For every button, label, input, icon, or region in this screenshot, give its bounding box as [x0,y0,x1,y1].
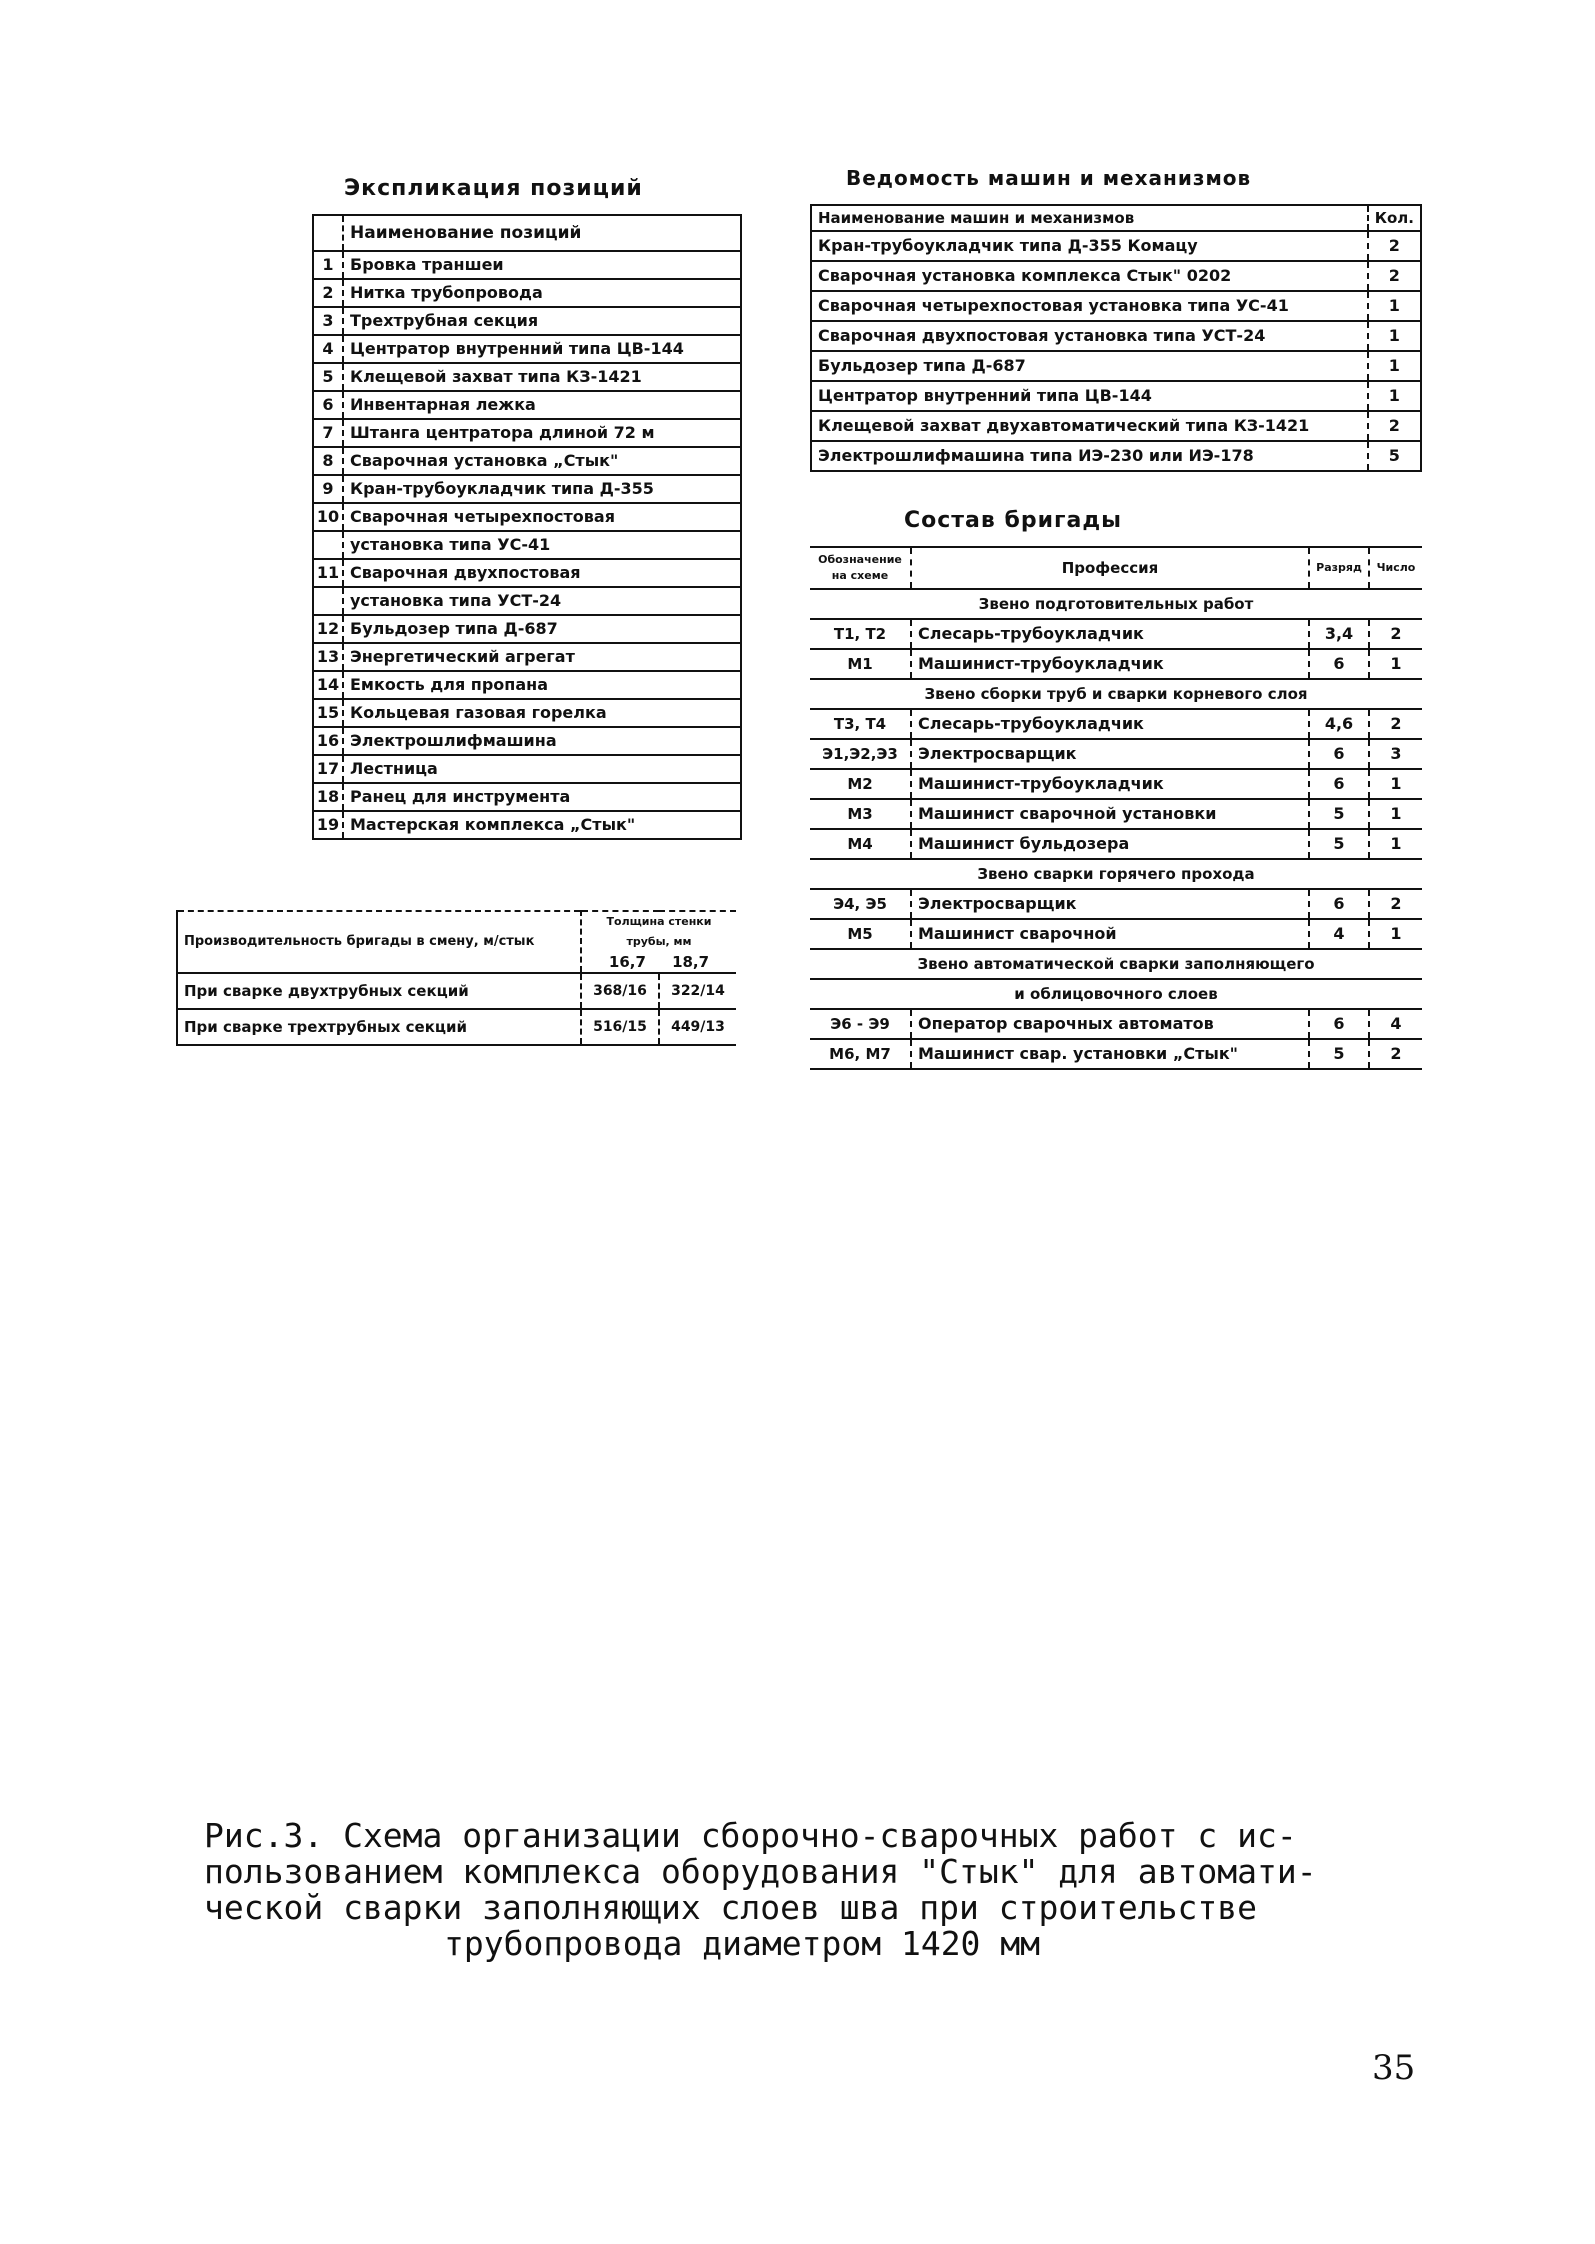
header-count: Число [1369,547,1422,589]
profession: Машинист-трубоукладчик [911,769,1309,799]
machine-name: Кран-трубоукладчик типа Д-355 Комацу [811,231,1368,261]
caption-line-4: трубопровода диаметром 1420 мм [444,1924,1041,1963]
group-row [810,979,1422,1009]
rank: 6 [1309,649,1369,679]
profession: Машинист свар. установки „Стык" [911,1039,1309,1069]
machine-name: Электрошлифмашина типа ИЭ-230 или ИЭ-178 [811,441,1368,471]
header-rank: Разряд [1309,547,1369,589]
table-row [313,643,741,671]
count: 1 [1369,769,1422,799]
header-thickness-values [588,952,730,972]
position-number: 1 [313,251,343,279]
caption-line-1: Рис.3. Схема организации сборочно-сварочных работ с ис- [204,1816,1297,1855]
brigade-table [810,546,1422,1070]
table-row [177,973,736,1009]
brigade-title: Состав бригады [904,508,1123,533]
group-title: Звено автоматической сварки заполняющего [810,949,1422,979]
position-name: Нитка трубопровода [343,279,741,307]
rank: 5 [1309,799,1369,829]
table-row [811,441,1421,471]
position-number: 13 [313,643,343,671]
table-row [811,321,1421,351]
position-number: 16 [313,727,343,755]
position-name: Сварочная двухпостовая [343,559,741,587]
position-number: 11 [313,559,343,587]
productivity-value-2: 449/13 [659,1009,736,1045]
table-row [313,391,741,419]
header-num [313,215,343,251]
header-thickness-text: Толщина стенки трубы, мм [606,915,712,948]
position-number: 12 [313,615,343,643]
rank: 6 [1309,889,1369,919]
position-number: 3 [313,307,343,335]
group-title: Звено сварки горячего прохода [810,859,1422,889]
designation: М2 [810,769,911,799]
table-row [313,587,741,615]
productivity-value-2: 322/14 [659,973,736,1009]
table-row [313,727,741,755]
machine-qty: 1 [1368,321,1421,351]
machine-qty: 1 [1368,291,1421,321]
machine-name: Сварочная двухпостовая установка типа УСТ-24 [811,321,1368,351]
header-col1: 16,7 [608,953,646,971]
table-row [810,709,1422,739]
table-row [810,889,1422,919]
designation: М5 [810,919,911,949]
position-name: установка типа УС-41 [343,531,741,559]
count: 2 [1369,709,1422,739]
table-header [177,911,736,973]
count: 2 [1369,619,1422,649]
table-row [811,231,1421,261]
table-row [313,307,741,335]
machine-qty: 2 [1368,261,1421,291]
position-number: 19 [313,811,343,839]
position-number: 7 [313,419,343,447]
table-header [313,215,741,251]
position-name: Мастерская комплекса „Стык" [343,811,741,839]
caption-line-3: ческой сварки заполняющих слоев шва при строительстве [204,1888,1257,1927]
group-row [810,679,1422,709]
position-name: Кольцевая газовая горелка [343,699,741,727]
table-row [810,829,1422,859]
count: 2 [1369,1039,1422,1069]
table-row [811,381,1421,411]
header-name: Наименование машин и механизмов [811,205,1368,231]
explication-title: Экспликация позиций [344,176,643,201]
rank: 5 [1309,1039,1369,1069]
position-number: 18 [313,783,343,811]
table-row [810,619,1422,649]
position-number: 14 [313,671,343,699]
position-number [313,587,343,615]
position-number: 6 [313,391,343,419]
designation: М3 [810,799,911,829]
productivity-value-1: 516/15 [581,1009,659,1045]
rank: 6 [1309,769,1369,799]
profession: Машинист бульдозера [911,829,1309,859]
table-row [313,531,741,559]
profession: Машинист сварочной установки [911,799,1309,829]
caption-line-2: пользованием комплекса оборудования "Стык" для автомати- [204,1852,1317,1891]
position-name: Сварочная установка „Стык" [343,447,741,475]
position-name: Бульдозер типа Д-687 [343,615,741,643]
count: 2 [1369,889,1422,919]
position-number: 10 [313,503,343,531]
count: 4 [1369,1009,1422,1039]
position-name: Емкость для пропана [343,671,741,699]
machine-name: Клещевой захват двухавтоматический типа КЗ-1421 [811,411,1368,441]
machine-name: Сварочная установка комплекса Стык" 0202 [811,261,1368,291]
table-row [313,559,741,587]
table-row [313,503,741,531]
count: 1 [1369,649,1422,679]
rank: 3,4 [1309,619,1369,649]
machine-qty: 2 [1368,231,1421,261]
table-row [313,363,741,391]
position-name: Сварочная четырехпостовая [343,503,741,531]
designation: Э4, Э5 [810,889,911,919]
profession: Электросварщик [911,889,1309,919]
header-designation: Обозначение на схеме [810,547,911,589]
position-number: 4 [313,335,343,363]
table-row [313,699,741,727]
figure-caption [204,1818,1404,1962]
position-name: Энергетический агрегат [343,643,741,671]
machine-qty: 5 [1368,441,1421,471]
position-number: 9 [313,475,343,503]
group-title: и облицовочного слоев [810,979,1422,1009]
position-name: установка типа УСТ-24 [343,587,741,615]
designation: Э6 - Э9 [810,1009,911,1039]
machine-qty: 2 [1368,411,1421,441]
position-number: 17 [313,755,343,783]
position-number: 8 [313,447,343,475]
machine-qty: 1 [1368,381,1421,411]
explication-table [312,214,742,840]
table-row [313,419,741,447]
profession: Машинист сварочной [911,919,1309,949]
machine-qty: 1 [1368,351,1421,381]
table-row [313,811,741,839]
rank: 5 [1309,829,1369,859]
count: 1 [1369,919,1422,949]
header-col2: 18,7 [672,953,710,971]
position-name: Инвентарная лежка [343,391,741,419]
designation: М1 [810,649,911,679]
rank: 4 [1309,919,1369,949]
header-thickness [581,911,736,973]
designation: Т1, Т2 [810,619,911,649]
productivity-table [176,910,736,1046]
count: 3 [1369,739,1422,769]
designation: Т3, Т4 [810,709,911,739]
position-name: Электрошлифмашина [343,727,741,755]
designation: М4 [810,829,911,859]
table-row [313,335,741,363]
table-row [810,799,1422,829]
table-row [810,769,1422,799]
rank: 4,6 [1309,709,1369,739]
table-row [811,261,1421,291]
profession: Слесарь-трубоукладчик [911,619,1309,649]
position-name: Ранец для инструмента [343,783,741,811]
table-row [810,1009,1422,1039]
table-row [810,739,1422,769]
position-name: Центратор внутренний типа ЦВ-144 [343,335,741,363]
count: 1 [1369,829,1422,859]
page-number: 35 [1372,2048,1416,2088]
productivity-label: При сварке трехтрубных секций [177,1009,581,1045]
table-row [313,783,741,811]
table-header [811,205,1421,231]
group-title: Звено подготовительных работ [810,589,1422,619]
table-row [810,649,1422,679]
group-title: Звено сборки труб и сварки корневого слоя [810,679,1422,709]
profession: Электросварщик [911,739,1309,769]
table-row [810,919,1422,949]
table-row [313,279,741,307]
machines-table [810,204,1422,472]
rank: 6 [1309,1009,1369,1039]
table-row [811,291,1421,321]
designation: М6, М7 [810,1039,911,1069]
table-row [811,411,1421,441]
table-row [810,1039,1422,1069]
table-row [313,671,741,699]
machine-name: Центратор внутренний типа ЦВ-144 [811,381,1368,411]
table-row [313,755,741,783]
machine-name: Бульдозер типа Д-687 [811,351,1368,381]
profession: Машинист-трубоукладчик [911,649,1309,679]
table-row [177,1009,736,1045]
position-name: Бровка траншеи [343,251,741,279]
group-row [810,859,1422,889]
position-name: Лестница [343,755,741,783]
profession: Оператор сварочных автоматов [911,1009,1309,1039]
table-row [313,615,741,643]
productivity-label: При сварке двухтрубных секций [177,973,581,1009]
position-number [313,531,343,559]
position-name: Кран-трубоукладчик типа Д-355 [343,475,741,503]
header-profession: Профессия [911,547,1309,589]
count: 1 [1369,799,1422,829]
table-row [313,447,741,475]
position-number: 5 [313,363,343,391]
position-number: 15 [313,699,343,727]
header-qty: Кол. [1368,205,1421,231]
group-row [810,949,1422,979]
table-row [313,251,741,279]
header-name: Наименование позиций [343,215,741,251]
machines-title: Ведомость машин и механизмов [846,166,1252,190]
header-label: Производительность бригады в смену, м/стык [177,911,581,973]
table-row [811,351,1421,381]
profession: Слесарь-трубоукладчик [911,709,1309,739]
position-name: Клещевой захват типа КЗ-1421 [343,363,741,391]
machine-name: Сварочная четырехпостовая установка типа УС-41 [811,291,1368,321]
group-row [810,589,1422,619]
designation: Э1,Э2,Э3 [810,739,911,769]
position-name: Штанга центратора длиной 72 м [343,419,741,447]
table-row [313,475,741,503]
position-name: Трехтрубная секция [343,307,741,335]
table-header [810,547,1422,589]
position-number: 2 [313,279,343,307]
productivity-value-1: 368/16 [581,973,659,1009]
rank: 6 [1309,739,1369,769]
